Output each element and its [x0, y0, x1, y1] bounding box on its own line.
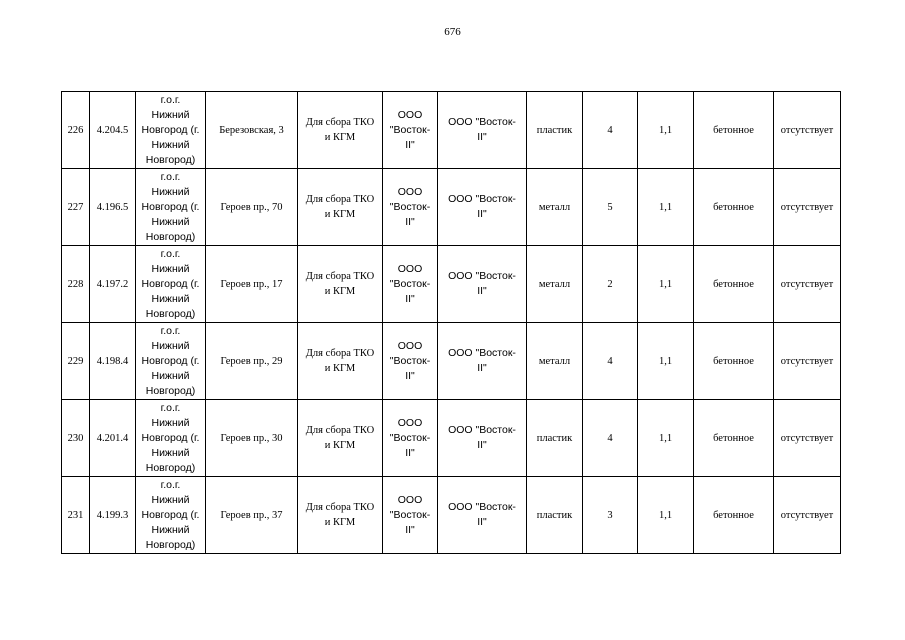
- cell-operator: ООО "Восток- II": [383, 477, 438, 554]
- cell-contractor: ООО "Восток- II": [438, 477, 527, 554]
- cell-fence: отсутствует: [774, 169, 841, 246]
- cell-volume: 1,1: [638, 323, 694, 400]
- cell-municipality: г.о.г. Нижний Новгород (г. Нижний Новгород): [136, 477, 206, 554]
- cell-surface: бетонное: [694, 246, 774, 323]
- cell-quantity: 3: [583, 477, 638, 554]
- cell-municipality: г.о.г. Нижний Новгород (г. Нижний Новгород): [136, 400, 206, 477]
- cell-municipality: г.о.г. Нижний Новгород (г. Нижний Новгород): [136, 246, 206, 323]
- cell-address: Героев пр., 30: [206, 400, 298, 477]
- cell-surface: бетонное: [694, 323, 774, 400]
- cell-material: металл: [527, 323, 583, 400]
- cell-operator: ООО "Восток- II": [383, 323, 438, 400]
- table-row: [62, 92, 841, 169]
- table-row: [62, 477, 841, 554]
- cell-municipality: г.о.г. Нижний Новгород (г. Нижний Новгород): [136, 323, 206, 400]
- cell-number: 230: [62, 400, 90, 477]
- cell-address: Героев пр., 37: [206, 477, 298, 554]
- page-number: 676: [444, 26, 461, 38]
- cell-code: 4.197.2: [90, 246, 136, 323]
- cell-purpose: Для сбора ТКО и КГМ: [298, 323, 383, 400]
- cell-address: Героев пр., 17: [206, 246, 298, 323]
- table-row: [62, 246, 841, 323]
- cell-purpose: Для сбора ТКО и КГМ: [298, 92, 383, 169]
- cell-volume: 1,1: [638, 400, 694, 477]
- cell-surface: бетонное: [694, 92, 774, 169]
- cell-number: 228: [62, 246, 90, 323]
- cell-quantity: 4: [583, 400, 638, 477]
- cell-surface: бетонное: [694, 477, 774, 554]
- cell-number: 229: [62, 323, 90, 400]
- cell-material: металл: [527, 169, 583, 246]
- cell-surface: бетонное: [694, 400, 774, 477]
- cell-material: металл: [527, 246, 583, 323]
- cell-material: пластик: [527, 92, 583, 169]
- cell-contractor: ООО "Восток- II": [438, 246, 527, 323]
- cell-code: 4.196.5: [90, 169, 136, 246]
- cell-code: 4.204.5: [90, 92, 136, 169]
- cell-contractor: ООО "Восток- II": [438, 169, 527, 246]
- cell-fence: отсутствует: [774, 477, 841, 554]
- cell-volume: 1,1: [638, 477, 694, 554]
- cell-quantity: 5: [583, 169, 638, 246]
- cell-number: 226: [62, 92, 90, 169]
- cell-purpose: Для сбора ТКО и КГМ: [298, 400, 383, 477]
- table-row: [62, 400, 841, 477]
- cell-address: Героев пр., 70: [206, 169, 298, 246]
- cell-operator: ООО "Восток- II": [383, 400, 438, 477]
- cell-material: пластик: [527, 400, 583, 477]
- cell-operator: ООО "Восток- II": [383, 246, 438, 323]
- cell-volume: 1,1: [638, 92, 694, 169]
- cell-quantity: 4: [583, 92, 638, 169]
- cell-number: 231: [62, 477, 90, 554]
- cell-quantity: 2: [583, 246, 638, 323]
- table-row: [62, 169, 841, 246]
- cell-address: Березовская, 3: [206, 92, 298, 169]
- cell-fence: отсутствует: [774, 400, 841, 477]
- table-row: [62, 323, 841, 400]
- cell-quantity: 4: [583, 323, 638, 400]
- cell-fence: отсутствует: [774, 323, 841, 400]
- cell-municipality: г.о.г. Нижний Новгород (г. Нижний Новгород): [136, 169, 206, 246]
- cell-fence: отсутствует: [774, 92, 841, 169]
- cell-fence: отсутствует: [774, 246, 841, 323]
- cell-code: 4.198.4: [90, 323, 136, 400]
- cell-code: 4.199.3: [90, 477, 136, 554]
- cell-surface: бетонное: [694, 169, 774, 246]
- cell-volume: 1,1: [638, 246, 694, 323]
- cell-purpose: Для сбора ТКО и КГМ: [298, 477, 383, 554]
- cell-contractor: ООО "Восток- II": [438, 323, 527, 400]
- cell-municipality: г.о.г. Нижний Новгород (г. Нижний Новгород): [136, 92, 206, 169]
- cell-purpose: Для сбора ТКО и КГМ: [298, 169, 383, 246]
- cell-number: 227: [62, 169, 90, 246]
- cell-operator: ООО "Восток- II": [383, 169, 438, 246]
- cell-purpose: Для сбора ТКО и КГМ: [298, 246, 383, 323]
- cell-contractor: ООО "Восток- II": [438, 92, 527, 169]
- cell-code: 4.201.4: [90, 400, 136, 477]
- cell-operator: ООО "Восток- II": [383, 92, 438, 169]
- cell-address: Героев пр., 29: [206, 323, 298, 400]
- container-sites-table: [61, 91, 841, 554]
- cell-volume: 1,1: [638, 169, 694, 246]
- cell-contractor: ООО "Восток- II": [438, 400, 527, 477]
- cell-material: пластик: [527, 477, 583, 554]
